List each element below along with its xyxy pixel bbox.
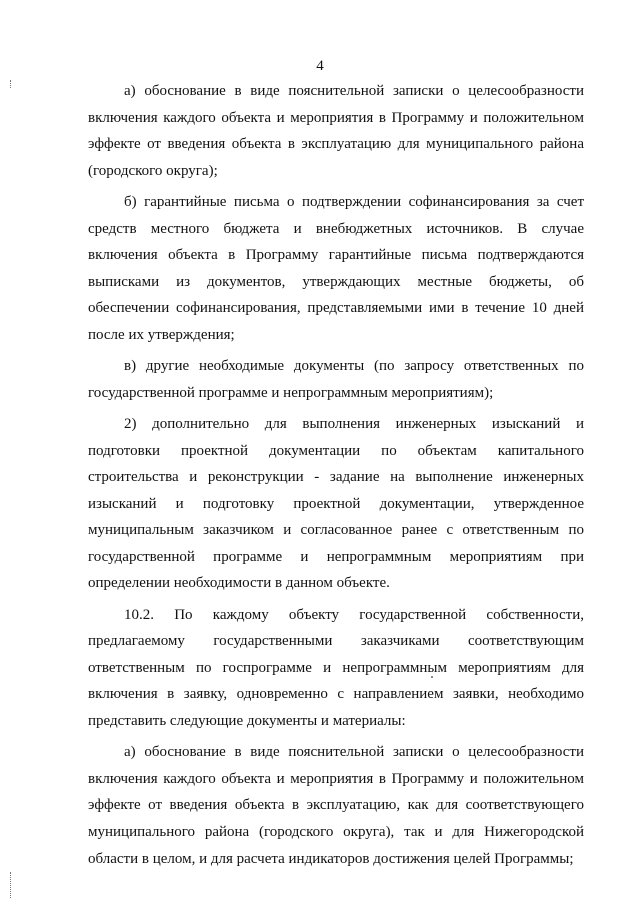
- document-body: [88, 78, 584, 877]
- paragraph-a-justification-state: а) обоснование в виде пояснительной записки о целесообразности включения каждого объекта и мероприятия в Программу и положительном эффекте от введения объекта в эксплуатацию, как для соответствующего муниципального района (городского округа), так и для Нижегородской области в целом, и для расчета индикаторов достижения целей Программы;: [88, 744, 584, 867]
- paragraph-2-engineering-surveys: 2) дополнительно для выполнения инженерных изысканий и подготовки проектной документации по объектам капитального строительства и реконструкции - задание на выполнение инженерных изысканий и подготовку проектной документации, утвержденное муниципальным заказчиком и согласованное ранее с ответственным по государственной программе и непрограммным мероприятиям при определении необходимости в данном объекте.: [88, 415, 584, 592]
- paragraph-10-2-state-property: 10.2. По каждому объекту государственной собственности, предлагаемому государственными заказчиками соответствующим ответственным по госпрограмме и непрограммным мероприятиям для включения в заявку, одновременно с направлением заявки, необходимо представить следующие документы и материалы:: [88, 606, 584, 730]
- paragraph-b-guarantee-letters: б) гарантийные письма о подтверждении софинансирования за счет средств местного бюджета и внебюджетных источников. В случае включения объекта в Программу гарантийные письма подтверждаются выписками из документов, утверждающих местные бюджеты, об обеспечении софинансирования, представляемыми ими в течение 10 дней после их утверждения;: [88, 193, 584, 343]
- page-number: 4: [316, 58, 324, 74]
- paragraph-a-justification: а) обоснование в виде пояснительной записки о целесообразности включения каждого объекта и мероприятия в Программу и положительном эффекте от введения объекта в эксплуатацию для муниципального района (городского округа);: [88, 83, 584, 179]
- paragraph-v-other-documents: в) другие необходимые документы (по запросу ответственных по государственной программе и непрограммным мероприятиям);: [88, 358, 584, 401]
- scan-margin-mark: [10, 80, 13, 88]
- scan-margin-mark: [10, 872, 13, 898]
